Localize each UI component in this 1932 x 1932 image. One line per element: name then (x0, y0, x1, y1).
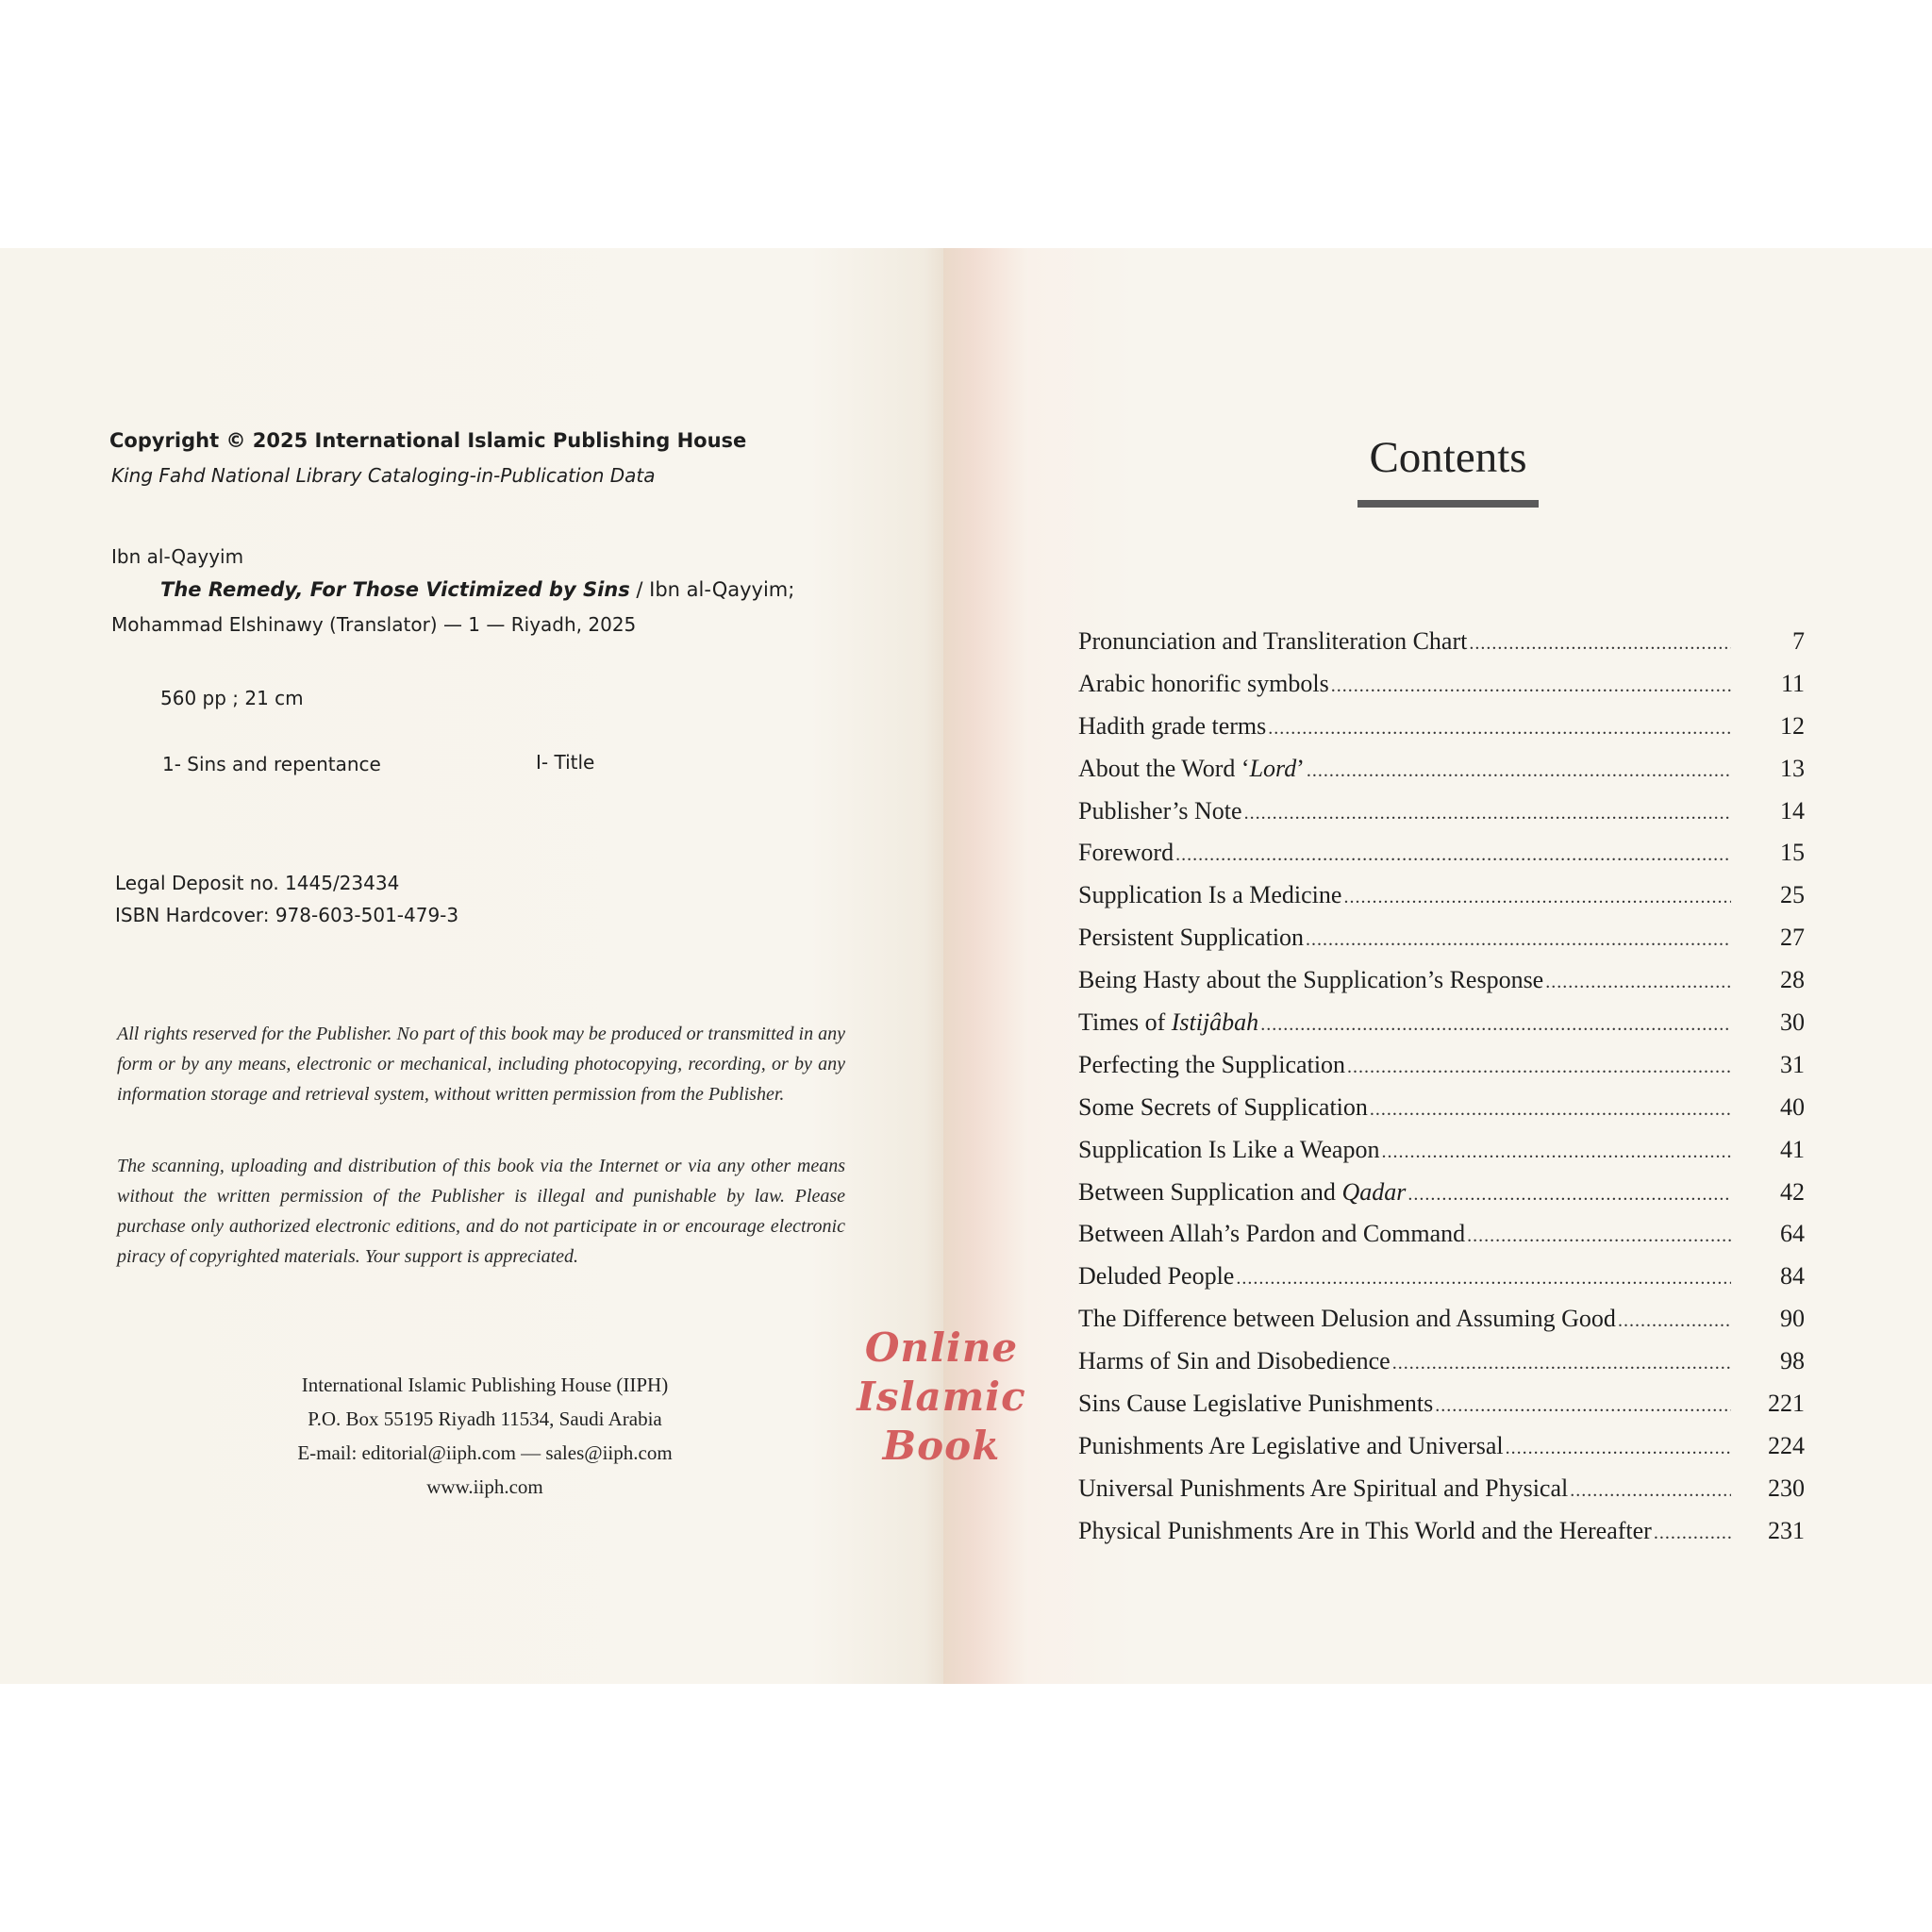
toc-entry (1078, 881, 1805, 924)
toc-page-number: 40 (1780, 1092, 1805, 1121)
toc-entry-italic-term: Qadar (1341, 1177, 1407, 1206)
toc-entry-title (1078, 966, 1545, 994)
toc-entry (1078, 1093, 1805, 1136)
toc-page-number: 90 (1780, 1305, 1805, 1333)
toc-leader-dots (1244, 803, 1731, 824)
toc-entry-title (1078, 755, 1307, 783)
toc-entry-title (1078, 1008, 1260, 1037)
toc-leader-dots (1570, 1480, 1731, 1502)
toc-entry (1078, 1432, 1805, 1474)
catalog-title-suffix: / Ibn al-Qayyim; (629, 578, 795, 601)
toc-entry-title (1078, 1178, 1407, 1207)
toc-entry (1078, 1008, 1805, 1051)
toc-entry-title (1078, 1220, 1467, 1248)
toc-entry-title (1078, 1517, 1654, 1545)
toc-entry-text: Some Secrets of Supplication (1078, 1092, 1368, 1121)
toc-entry (1078, 1305, 1805, 1347)
toc-page-number: 12 (1780, 711, 1805, 740)
toc-entry-text: Supplication Is a Medicine (1078, 881, 1342, 909)
toc-entry-text: Arabic honorific symbols (1078, 669, 1329, 697)
toc-entry-text: Deluded People (1078, 1262, 1235, 1291)
toc-entry-italic-term: Lord (1249, 754, 1297, 782)
toc-leader-dots (1306, 929, 1731, 951)
toc-page-number: 25 (1780, 881, 1805, 909)
toc-entry-text: Times of (1078, 1008, 1172, 1037)
toc-leader-dots (1331, 675, 1731, 697)
cataloging-heading: King Fahd National Library Cataloging-in-Publication Data (111, 464, 656, 487)
toc-page-number: 28 (1780, 966, 1805, 994)
toc-entry-title (1078, 1474, 1570, 1503)
toc-entry-title (1078, 881, 1343, 909)
toc-entry-text: Sins Cause Legislative Punishments (1078, 1390, 1434, 1418)
publisher-website: www.iiph.com (426, 1475, 543, 1498)
watermark (800, 1324, 1083, 1471)
toc-entry (1078, 1178, 1805, 1221)
toc-leader-dots (1506, 1438, 1731, 1459)
toc-entry-text: Persistent Supplication (1078, 924, 1305, 952)
toc-entry-title (1078, 712, 1268, 741)
toc-page-number: 30 (1780, 1008, 1805, 1037)
toc-entry (1078, 1220, 1805, 1262)
contents-heading: Contents (1369, 433, 1527, 482)
toc-entry-text: About the Word ‘ (1078, 754, 1250, 782)
toc-entry-text: Punishments Are Legislative and Universal (1078, 1431, 1504, 1459)
toc-leader-dots (1268, 718, 1731, 740)
toc-page-number: 27 (1780, 924, 1805, 952)
toc-entry (1078, 1051, 1805, 1093)
legal-deposit: Legal Deposit no. 1445/23434 (115, 872, 400, 894)
toc-leader-dots (1392, 1353, 1731, 1374)
toc-page-number: 13 (1780, 754, 1805, 782)
toc-entry-title (1078, 1432, 1506, 1460)
toc-leader-dots (1236, 1268, 1731, 1290)
publisher-address (202, 1368, 768, 1504)
toc-entry (1078, 1474, 1805, 1517)
toc-leader-dots (1618, 1310, 1731, 1332)
toc-entry (1078, 924, 1805, 966)
toc-leader-dots (1381, 1141, 1731, 1163)
toc-entry-title (1078, 1347, 1392, 1375)
toc-entry-title (1078, 1305, 1618, 1333)
toc-entry-title (1078, 627, 1469, 656)
toc-entry-title (1078, 1093, 1370, 1122)
copyright-notice: Copyright © 2025 International Islamic Publishing House (109, 429, 747, 452)
publisher-email: E-mail: editorial@iiph.com — sales@iiph.com (297, 1441, 673, 1464)
toc-entry-text: Between Supplication and (1078, 1177, 1342, 1206)
toc-leader-dots (1175, 844, 1731, 866)
catalog-title-line (160, 578, 794, 601)
toc-entry-title (1078, 839, 1175, 867)
toc-entry (1078, 1136, 1805, 1178)
catalog-book-title: The Remedy, For Those Victimized by Sins (160, 578, 630, 601)
contents-underline (1357, 500, 1539, 508)
toc-entry-text: Between Allah’s Pardon and Command (1078, 1220, 1466, 1248)
toc-entry-text: Foreword (1078, 839, 1174, 867)
toc-leader-dots (1545, 972, 1731, 993)
toc-entry-title (1078, 670, 1331, 698)
toc-entry-text: The Difference between Delusion and Assuming Good (1078, 1305, 1616, 1333)
toc-entry-title (1078, 1051, 1347, 1079)
toc-page-number: 231 (1768, 1516, 1805, 1544)
toc-entry (1078, 670, 1805, 712)
toc-leader-dots (1654, 1523, 1731, 1544)
toc-page-number: 42 (1780, 1177, 1805, 1206)
toc-leader-dots (1370, 1099, 1731, 1121)
toc-entry-text: Harms of Sin and Disobedience (1078, 1347, 1391, 1375)
toc-leader-dots (1260, 1014, 1731, 1036)
toc-page-number: 221 (1768, 1390, 1805, 1418)
isbn: ISBN Hardcover: 978-603-501-479-3 (115, 904, 459, 926)
toc-page-number: 84 (1780, 1262, 1805, 1291)
catalog-pages: 560 pp ; 21 cm (160, 687, 304, 709)
toc-entry-text: Universal Punishments Are Spiritual and Physical (1078, 1474, 1569, 1502)
toc-page-number: 14 (1780, 796, 1805, 824)
catalog-translator: Mohammad Elshinawy (Translator) — 1 — Riyadh, 2025 (111, 613, 637, 636)
toc-page-number: 7 (1792, 627, 1805, 655)
toc-entry (1078, 1262, 1805, 1305)
toc-page-number: 11 (1780, 669, 1805, 697)
toc-entry-text: Being Hasty about the Supplication’s Response (1078, 966, 1544, 994)
publisher-name: International Islamic Publishing House (IIPH) (301, 1374, 669, 1396)
toc-page-number: 64 (1780, 1220, 1805, 1248)
toc-entry-text: Hadith grade terms (1078, 711, 1267, 740)
toc-page-number: 15 (1780, 839, 1805, 867)
toc-page-number: 31 (1780, 1050, 1805, 1078)
toc-entry-text-end: ’ (1296, 754, 1305, 782)
toc-entry-title (1078, 1262, 1236, 1291)
toc-entry (1078, 1390, 1805, 1432)
rights-notice: All rights reserved for the Publisher. No part of this book may be produced or transmitted in any form or by any means, electronic or mechanical, including photocopying, recording, or by any information storage and retrieval system, without written permission from the Publisher. (117, 1024, 845, 1105)
toc-leader-dots (1407, 1184, 1731, 1206)
watermark-line-1: Online Islamic (857, 1324, 1026, 1420)
toc-entry (1078, 755, 1805, 797)
toc-entry (1078, 627, 1805, 670)
toc-entry (1078, 839, 1805, 881)
toc-entry-title (1078, 924, 1306, 952)
toc-entry-italic-term: Istijâbah (1171, 1008, 1259, 1037)
toc-entry-text: Perfecting the Supplication (1078, 1050, 1346, 1078)
toc-entry-text: Supplication Is Like a Weapon (1078, 1135, 1380, 1163)
toc-entry-text: Publisher’s Note (1078, 796, 1242, 824)
toc-leader-dots (1469, 633, 1731, 655)
watermark-line-2: Book (882, 1423, 1001, 1469)
toc-page-number: 224 (1768, 1431, 1805, 1459)
toc-leader-dots (1343, 887, 1731, 908)
toc-entry-text: Physical Punishments Are in This World and the Hereafter (1078, 1516, 1652, 1544)
table-of-contents (1078, 627, 1805, 1559)
toc-entry-title (1078, 1136, 1381, 1164)
toc-entry (1078, 1517, 1805, 1559)
catalog-subject: 1- Sins and repentance (162, 753, 381, 775)
toc-leader-dots (1435, 1395, 1731, 1417)
catalog-subject-title: I- Title (536, 751, 595, 774)
toc-entry (1078, 797, 1805, 840)
toc-page-number: 230 (1768, 1474, 1805, 1502)
toc-entry-text: Pronunciation and Transliteration Chart (1078, 627, 1468, 655)
toc-entry-title (1078, 797, 1244, 825)
toc-page-number: 41 (1780, 1135, 1805, 1163)
catalog-author: Ibn al-Qayyim (111, 545, 244, 568)
toc-page-number: 98 (1780, 1347, 1805, 1375)
toc-entry-title (1078, 1390, 1435, 1418)
piracy-notice: The scanning, uploading and distribution of this book via the Internet or via any other means without the written permission of the Publisher is illegal and punishable by law. Please purchase only authorized electronic editions, and do not participate in or encourage electronic piracy of copyrighted materials. Your support is appreciated. (117, 1156, 845, 1267)
toc-entry (1078, 966, 1805, 1008)
toc-leader-dots (1307, 760, 1731, 782)
toc-entry (1078, 712, 1805, 755)
toc-leader-dots (1347, 1057, 1731, 1078)
toc-leader-dots (1467, 1225, 1731, 1247)
publisher-po-box: P.O. Box 55195 Riyadh 11534, Saudi Arabia (308, 1407, 662, 1430)
toc-entry (1078, 1347, 1805, 1390)
